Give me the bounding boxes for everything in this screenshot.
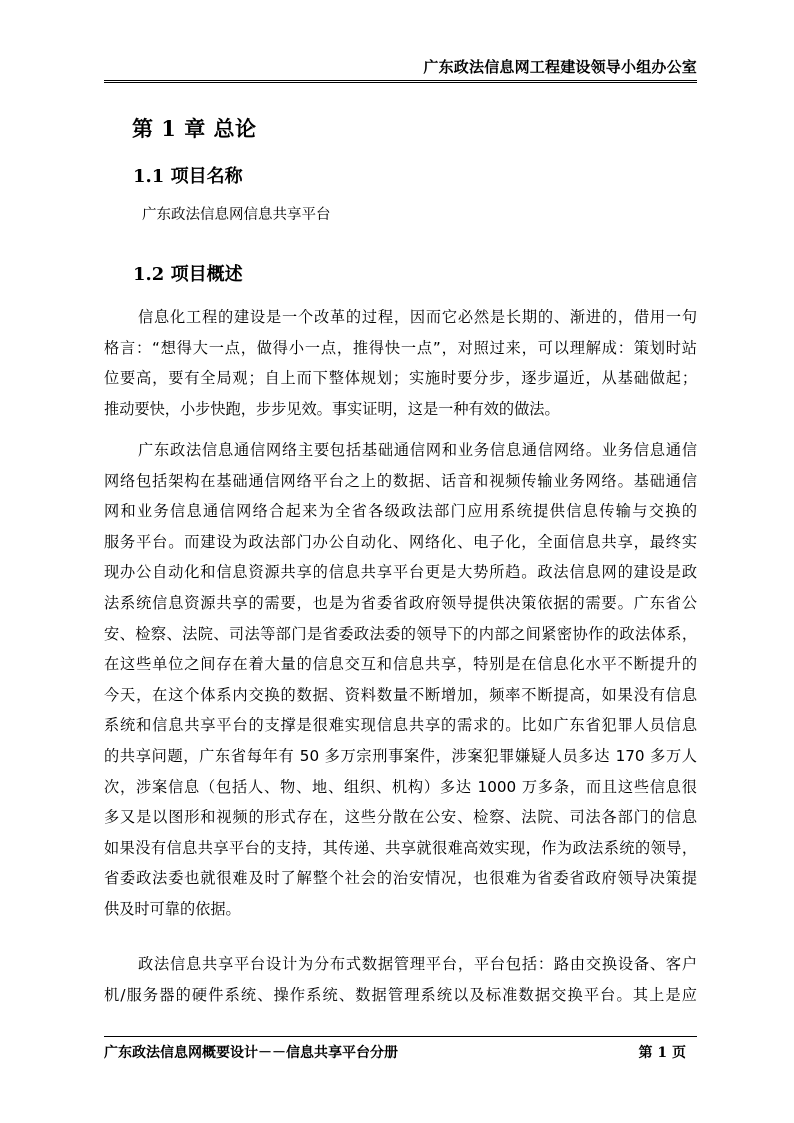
paragraph-line: 法系统信息资源共享的需要，也是为省委省政府领导提供决策依据的需要。广东省公: [104, 593, 697, 612]
page-header-org: 广东政法信息网工程建设领导小组办公室: [423, 58, 697, 76]
paragraph-line: 多又是以图形和视频的形式存在，这些分散在公安、检察、法院、司法各部门的信息: [104, 808, 697, 827]
paragraph-line: 系统和信息共享平台的支撑是很难实现信息共享的需求的。比如广东省犯罪人员信息: [104, 716, 697, 735]
paragraph-2: [104, 435, 697, 925]
paragraph-line: 政法信息共享平台设计为分布式数据管理平台，平台包括：路由交换设备、客户: [138, 955, 697, 973]
paragraph-line: 格言：“想得大一点，做得小一点，推得快一点”，对照过来，可以理解成：策划时站: [104, 338, 697, 357]
paragraph-line: 如果没有信息共享平台的支持，其传递、共享就很难高效实现，作为政法系统的领导，: [104, 838, 697, 857]
paragraph-line: 机/服务器的硬件系统、操作系统、数据管理系统以及标准数据交换平台。其上是应: [104, 985, 697, 1004]
header-rule-thick: [104, 80, 697, 81]
paragraph-1: [104, 302, 697, 424]
footer-page-number: 第 1 页: [638, 1045, 686, 1061]
paragraph-line: 安、检察、法院、司法等部门是省委政法委的领导下的内部之间紧密协作的政法体系，: [104, 624, 697, 643]
paragraph-line: 推动要快，小步快跑，步步见效。事实证明，这是一种有效的做法。: [104, 399, 560, 418]
paragraph-line: 网络包括架构在基础通信网络平台之上的数据、话音和视频传输业务网络。基础通信: [104, 471, 697, 490]
paragraph-line: 服务平台。而建设为政法部门办公自动化、网络化、电子化，全面信息共享，最终实: [104, 532, 697, 551]
paragraph-3: [104, 949, 697, 1010]
paragraph-line: 的共享问题，广东省每年有 50 多万宗刑事案件，涉案犯罪嫌疑人员多达 170 多万人: [104, 746, 697, 765]
section-title-overview: 1.2 项目概述: [133, 264, 243, 285]
footer-rule: [104, 1036, 697, 1037]
paragraph-line: 供及时可靠的依据。: [104, 899, 241, 918]
paragraph-line: 广东政法信息通信网络主要包括基础通信网和业务信息通信网络。业务信息通信: [138, 441, 697, 459]
paragraph-line: 今天，在这个体系内交换的数据、资料数量不断增加，频率不断提高，如果没有信息: [104, 685, 697, 704]
paragraph-line: 省委政法委也就很难及时了解整个社会的治安情况，也很难为省委省政府领导决策提: [104, 869, 697, 888]
footer-document-title: 广东政法信息网概要设计－－信息共享平台分册: [104, 1045, 398, 1061]
paragraph-line: 位要高，要有全局观；自上而下整体规划；实施时要分步，逐步逼近，从基础做起；: [104, 369, 697, 388]
paragraph-line: 信息化工程的建设是一个改革的过程，因而它必然是长期的、渐进的，借用一句: [138, 308, 697, 326]
section-title-project-name: 1.1 项目名称: [133, 166, 243, 187]
paragraph-line: 在这些单位之间存在着大量的信息交互和信息共享，特别是在信息化水平不断提升的: [104, 655, 697, 674]
paragraph-line: 现办公自动化和信息资源共享的信息共享平台更是大势所趋。政法信息网的建设是政: [104, 563, 697, 582]
chapter-title: 第 1 章 总论: [132, 116, 257, 141]
header-rule-thin: [104, 82, 697, 83]
paragraph-line: 网和业务信息通信网络合起来为全省各级政法部门应用系统提供信息传输与交换的: [104, 502, 697, 521]
paragraph-line: 次，涉案信息（包括人、物、地、组织、机构）多达 1000 万多条，而且这些信息很: [104, 777, 697, 796]
project-name-text: 广东政法信息网信息共享平台: [142, 207, 331, 223]
